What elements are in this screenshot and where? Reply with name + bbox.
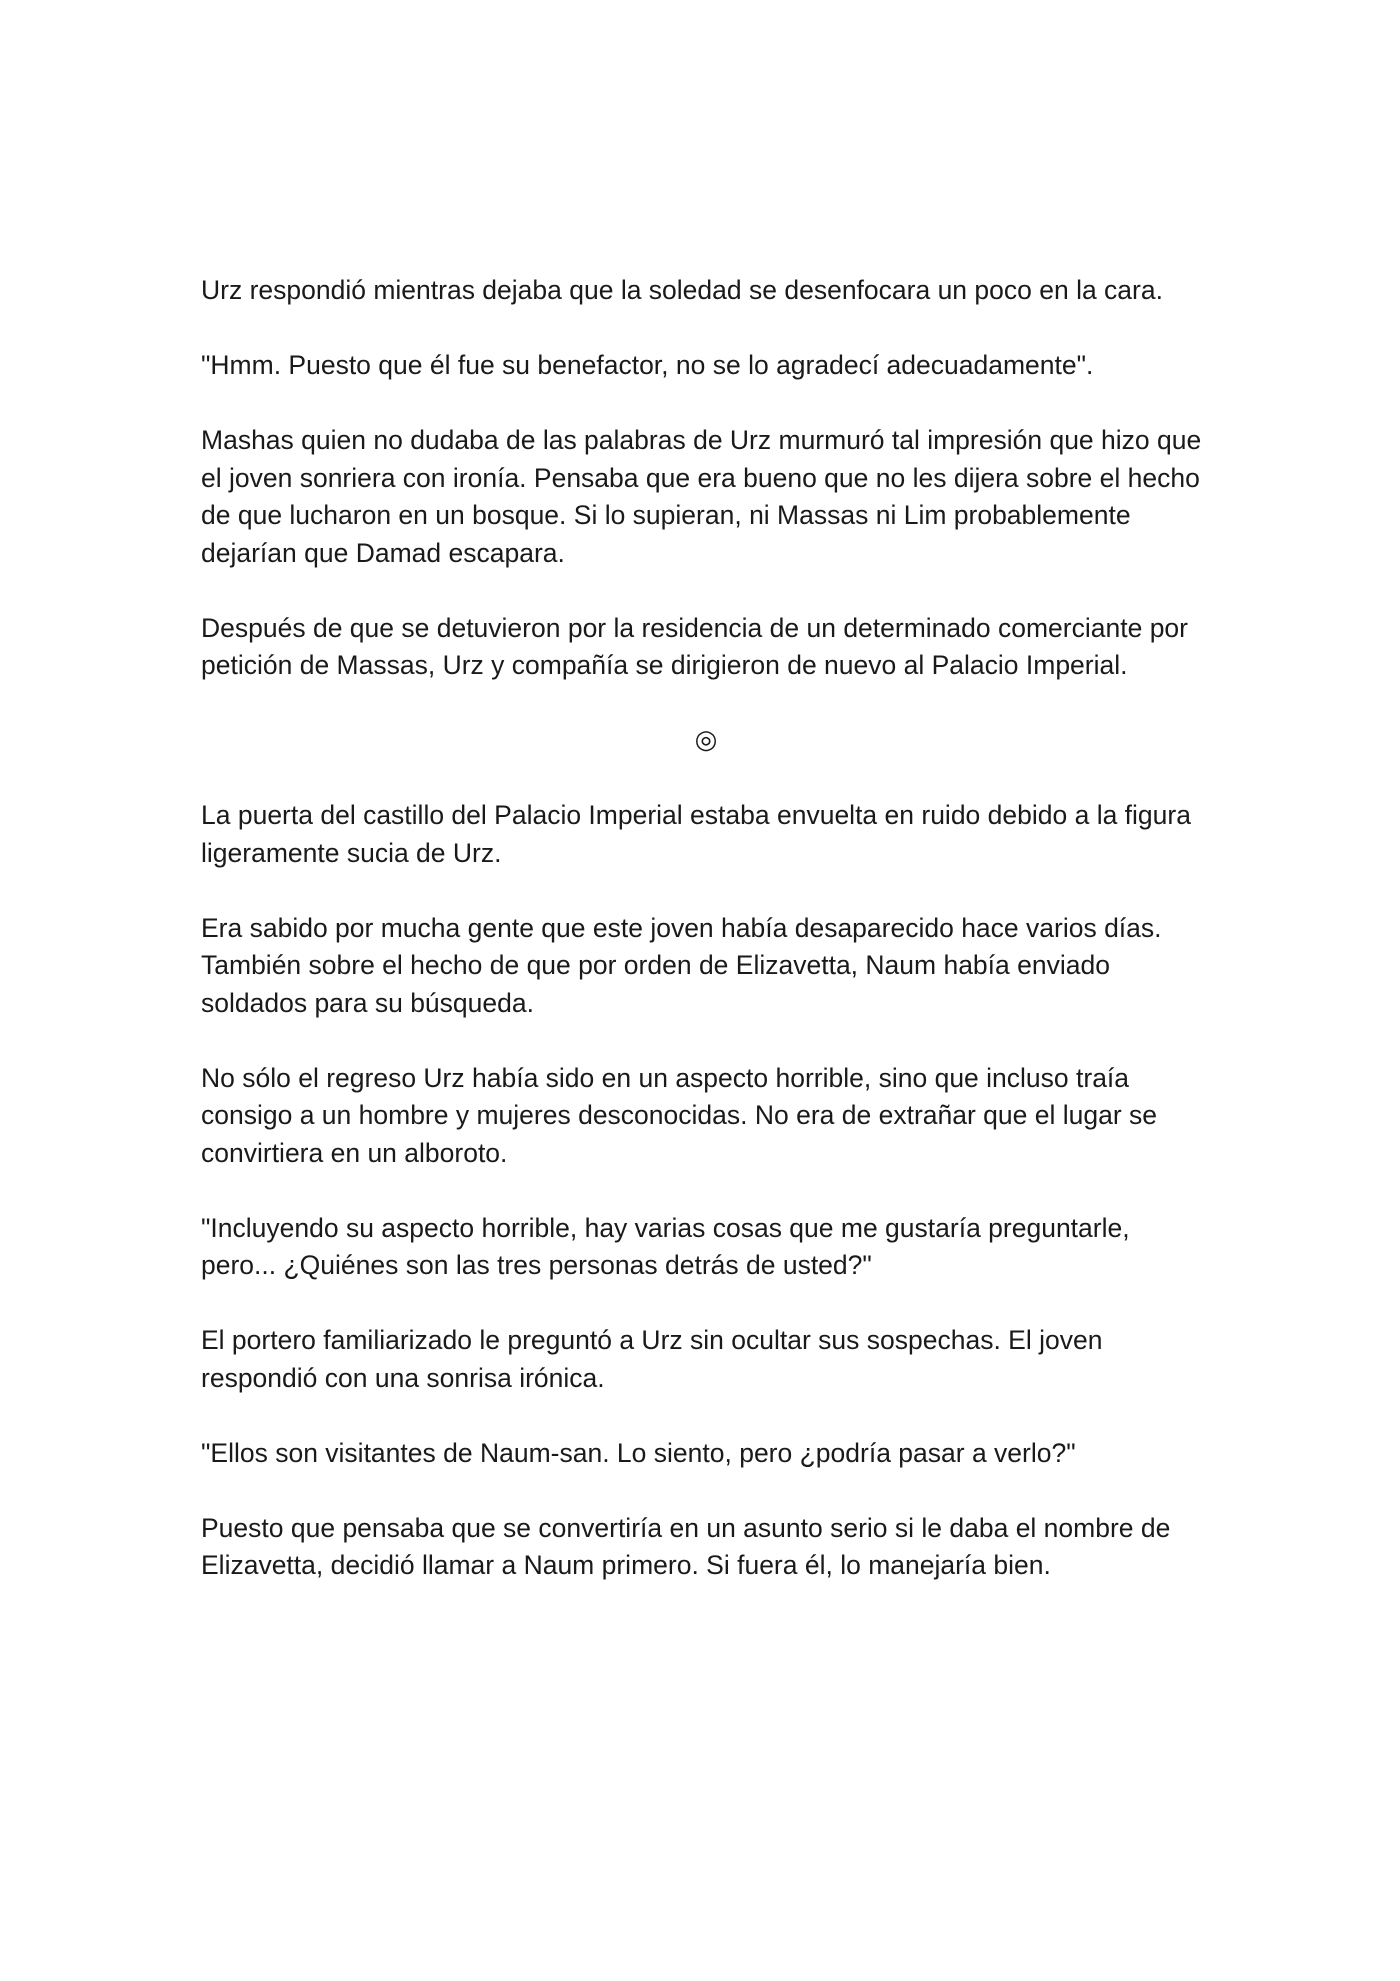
paragraph: Mashas quien no dudaba de las palabras de Urz murmuró tal impresión que hizo que el joven sonriera con ironía. Pensaba que era bueno que no les dijera sobre el hecho de que lucharon en un bosque. Si lo supieran, ni Massas ni Lim probablemente dejarían que Damad escapara.: [201, 425, 1202, 568]
paragraph: La puerta del castillo del Palacio Imperial estaba envuelta en ruido debido a la figura ligeramente sucia de Urz.: [201, 800, 1191, 868]
paragraph: "Hmm. Puesto que él fue su benefactor, no se lo agradecí adecuadamente".: [201, 350, 1094, 380]
paragraph: Puesto que pensaba que se convertiría en un asunto serio si le daba el nombre de Elizavetta, decidió llamar a Naum primero. Si fuera él, lo manejaría bien.: [201, 1512, 1171, 1580]
paragraph: "Ellos son visitantes de Naum-san. Lo siento, pero ¿podría pasar a verlo?": [201, 1437, 1076, 1468]
paragraph: Después de que se detuvieron por la residencia de un determinado comerciante por petición de Massas, Urz y compañía se dirigieron de nuevo al Palacio Imperial.: [201, 612, 1188, 680]
paragraph: Era sabido por mucha gente que este joven había desaparecido hace varios días. También sobre el hecho de que por orden de Elizavetta, Naum había enviado soldados para su búsqueda.: [201, 912, 1162, 1018]
paragraph: No sólo el regreso Urz había sido en un aspecto horrible, sino que incluso traía consigo a un hombre y mujeres desconocidas. No era de extrañar que el lugar se convirtiera en un alboroto.: [201, 1062, 1158, 1168]
scene-break-separator: ◎: [694, 725, 718, 755]
document-body: [201, 272, 1211, 1622]
paragraph: "Incluyendo su aspecto horrible, hay varias cosas que me gustaría preguntarle, pero... ¿Quiénes son las tres personas detrás de usted?": [201, 1212, 1130, 1280]
paragraph: El portero familiarizado le preguntó a Urz sin ocultar sus sospechas. El joven respondió con una sonrisa irónica.: [201, 1325, 1103, 1393]
paragraph: Urz respondió mientras dejaba que la soledad se desenfocara un poco en la cara.: [201, 275, 1163, 305]
